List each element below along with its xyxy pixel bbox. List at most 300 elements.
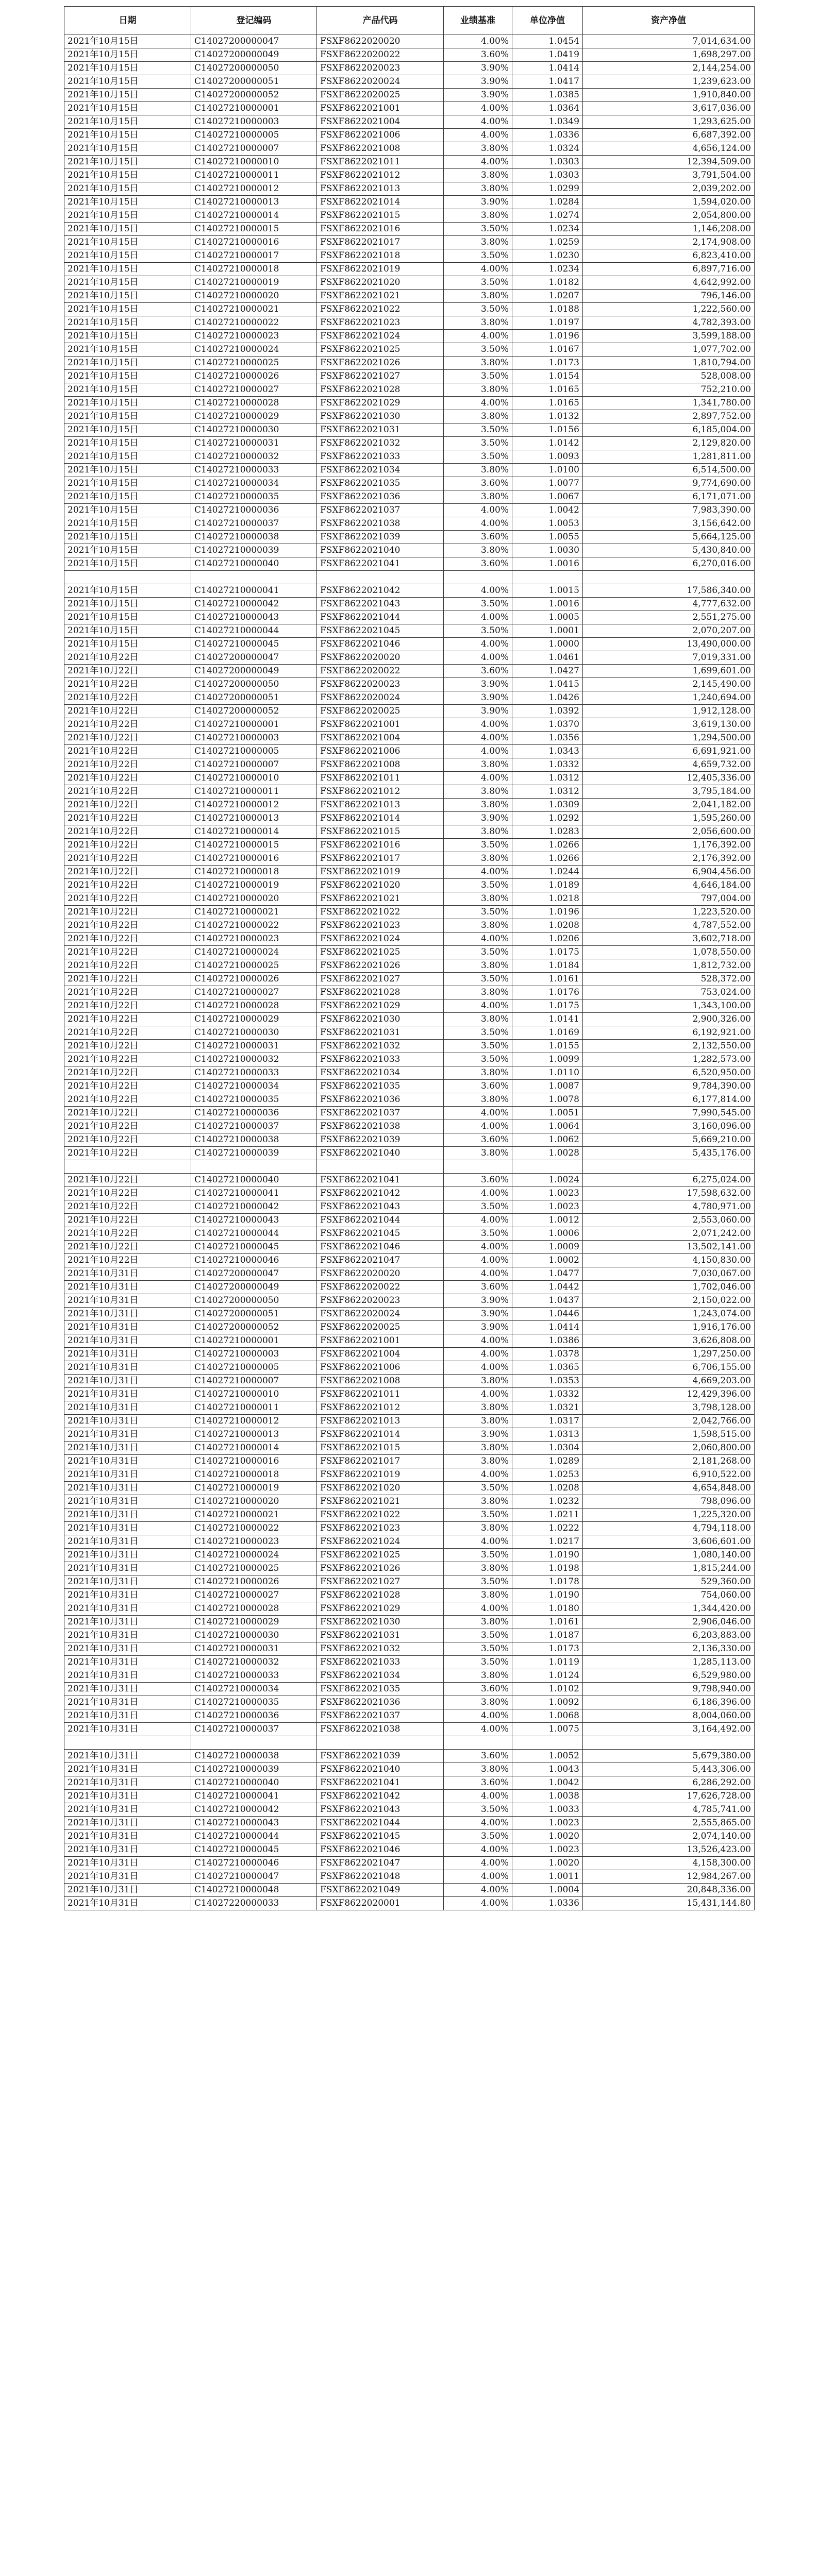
product-code-cell: FSXF8622020022 xyxy=(317,48,444,62)
unit-nav-cell: 1.0165 xyxy=(512,397,583,410)
date-cell: 2021年10月22日 xyxy=(64,1214,191,1227)
table-row xyxy=(64,1133,755,1147)
net-asset-value-cell: 2,144,254.00 xyxy=(583,62,755,75)
registration-code-cell: C14027210000020 xyxy=(191,290,317,303)
table-row xyxy=(64,209,755,223)
unit-nav-cell: 1.0142 xyxy=(512,437,583,450)
product-code-cell: FSXF8622021025 xyxy=(317,1549,444,1562)
table-row xyxy=(64,758,755,772)
table-row xyxy=(64,1629,755,1642)
product-code-cell: FSXF8622021031 xyxy=(317,1026,444,1040)
date-cell: 2021年10月31日 xyxy=(64,1803,191,1817)
benchmark-cell: 4.00% xyxy=(444,129,512,142)
table-row xyxy=(64,1308,755,1321)
benchmark-cell: 3.50% xyxy=(444,1509,512,1522)
registration-code-cell: C14027210000007 xyxy=(191,1375,317,1388)
benchmark-cell: 4.00% xyxy=(444,1897,512,1910)
unit-nav-cell: 1.0309 xyxy=(512,799,583,812)
date-cell: 2021年10月15日 xyxy=(64,249,191,263)
net-asset-value-cell: 5,669,210.00 xyxy=(583,1133,755,1147)
benchmark-cell: 3.60% xyxy=(444,531,512,544)
product-code-cell: FSXF8622021031 xyxy=(317,1629,444,1642)
table-row xyxy=(64,343,755,357)
unit-nav-cell: 1.0303 xyxy=(512,156,583,169)
registration-code-cell: C14027210000012 xyxy=(191,182,317,196)
product-code-cell: FSXF8622021033 xyxy=(317,1656,444,1669)
table-row xyxy=(64,1428,755,1442)
registration-code-cell: C14027200000049 xyxy=(191,1281,317,1294)
unit-nav-cell: 1.0004 xyxy=(512,1884,583,1897)
registration-code-cell: C14027210000026 xyxy=(191,370,317,383)
net-asset-value-cell: 6,910,522.00 xyxy=(583,1468,755,1482)
product-code-cell: FSXF8622020025 xyxy=(317,1321,444,1334)
net-asset-value-cell: 754,060.00 xyxy=(583,1589,755,1602)
unit-nav-cell: 1.0299 xyxy=(512,182,583,196)
benchmark-cell: 3.50% xyxy=(444,370,512,383)
product-code-cell: FSXF8622021043 xyxy=(317,1200,444,1214)
net-asset-value-cell: 1,282,573.00 xyxy=(583,1053,755,1066)
benchmark-cell: 3.80% xyxy=(444,1415,512,1428)
date-cell: 2021年10月31日 xyxy=(64,1629,191,1642)
product-code-cell: FSXF8622021030 xyxy=(317,410,444,423)
benchmark-cell: 3.90% xyxy=(444,691,512,705)
unit-nav-cell: 1.0092 xyxy=(512,1696,583,1709)
date-cell: 2021年10月22日 xyxy=(64,1080,191,1093)
table-row xyxy=(64,946,755,959)
registration-code-cell: C14027210000025 xyxy=(191,1562,317,1575)
table-row xyxy=(64,1509,755,1522)
table-row xyxy=(64,611,755,624)
registration-code-cell: C14027210000024 xyxy=(191,343,317,357)
benchmark-cell: 4.00% xyxy=(444,1334,512,1348)
unit-nav-cell: 1.0336 xyxy=(512,1897,583,1910)
product-code-cell: FSXF8622021034 xyxy=(317,1066,444,1080)
net-asset-value-cell: 13,490,000.00 xyxy=(583,638,755,651)
registration-code-cell: C14027210000047 xyxy=(191,1870,317,1884)
benchmark-cell: 4.00% xyxy=(444,1267,512,1281)
net-asset-value-cell: 2,071,242.00 xyxy=(583,1227,755,1241)
product-code-cell: FSXF8622021012 xyxy=(317,169,444,182)
unit-nav-cell: 1.0292 xyxy=(512,812,583,825)
benchmark-cell: 3.60% xyxy=(444,477,512,490)
date-cell: 2021年10月15日 xyxy=(64,598,191,611)
date-cell: 2021年10月15日 xyxy=(64,343,191,357)
table-row xyxy=(64,1107,755,1120)
date-cell: 2021年10月15日 xyxy=(64,290,191,303)
benchmark-cell: 4.00% xyxy=(444,1388,512,1401)
benchmark-cell: 4.00% xyxy=(444,1790,512,1803)
net-asset-value-cell: 796,146.00 xyxy=(583,290,755,303)
benchmark-cell: 3.60% xyxy=(444,1281,512,1294)
net-asset-value-cell: 1,343,100.00 xyxy=(583,999,755,1013)
net-asset-value-cell: 6,275,024.00 xyxy=(583,1174,755,1187)
table-row xyxy=(64,517,755,531)
table-row xyxy=(64,557,755,571)
product-code-cell: FSXF8622021037 xyxy=(317,1709,444,1723)
unit-nav-cell: 1.0454 xyxy=(512,35,583,48)
benchmark-cell: 3.80% xyxy=(444,758,512,772)
unit-nav-cell: 1.0155 xyxy=(512,1040,583,1053)
unit-nav-cell: 1.0020 xyxy=(512,1830,583,1843)
date-cell: 2021年10月15日 xyxy=(64,437,191,450)
date-cell: 2021年10月15日 xyxy=(64,236,191,249)
unit-nav-cell: 1.0093 xyxy=(512,450,583,464)
registration-code-cell: C14027210000023 xyxy=(191,933,317,946)
product-code-cell: FSXF8622021028 xyxy=(317,383,444,397)
date-cell: 2021年10月31日 xyxy=(64,1267,191,1281)
benchmark-cell: 4.00% xyxy=(444,1535,512,1549)
date-cell: 2021年10月22日 xyxy=(64,1040,191,1053)
unit-nav-cell: 1.0043 xyxy=(512,1763,583,1776)
unit-nav-cell: 1.0178 xyxy=(512,1575,583,1589)
header-registration-code: 登记编码 xyxy=(191,7,317,35)
unit-nav-cell: 1.0222 xyxy=(512,1522,583,1535)
unit-nav-cell: 1.0062 xyxy=(512,1133,583,1147)
table-row xyxy=(64,303,755,316)
unit-nav-cell: 1.0356 xyxy=(512,732,583,745)
table-row xyxy=(64,1683,755,1696)
product-code-cell: FSXF8622021008 xyxy=(317,1375,444,1388)
date-cell: 2021年10月22日 xyxy=(64,1066,191,1080)
registration-code-cell: C14027210000003 xyxy=(191,115,317,129)
date-cell: 2021年10月31日 xyxy=(64,1535,191,1549)
header-product-code: 产品代码 xyxy=(317,7,444,35)
date-cell: 2021年10月31日 xyxy=(64,1884,191,1897)
unit-nav-cell: 1.0312 xyxy=(512,785,583,799)
unit-nav-cell: 1.0110 xyxy=(512,1066,583,1080)
table-row xyxy=(64,223,755,236)
product-code-cell: FSXF8622020020 xyxy=(317,1267,444,1281)
net-asset-value-cell: 5,435,176.00 xyxy=(583,1147,755,1160)
unit-nav-cell: 1.0206 xyxy=(512,933,583,946)
product-code-cell: FSXF8622021037 xyxy=(317,504,444,517)
date-cell: 2021年10月31日 xyxy=(64,1656,191,1669)
registration-code-cell: C14027210000005 xyxy=(191,129,317,142)
unit-nav-cell: 1.0230 xyxy=(512,249,583,263)
unit-nav-cell: 1.0266 xyxy=(512,852,583,866)
product-code-cell: FSXF8622021042 xyxy=(317,1187,444,1200)
registration-code-cell: C14027210000026 xyxy=(191,973,317,986)
net-asset-value-cell: 1,598,515.00 xyxy=(583,1428,755,1442)
product-code-cell: FSXF8622021045 xyxy=(317,1830,444,1843)
benchmark-cell: 3.80% xyxy=(444,852,512,866)
registration-code-cell: C14027210000043 xyxy=(191,1817,317,1830)
unit-nav-cell: 1.0000 xyxy=(512,638,583,651)
unit-nav-cell: 1.0176 xyxy=(512,986,583,999)
unit-nav-cell: 1.0023 xyxy=(512,1200,583,1214)
date-cell: 2021年10月31日 xyxy=(64,1308,191,1321)
net-asset-value-cell: 1,285,113.00 xyxy=(583,1656,755,1669)
product-code-cell: FSXF8622021008 xyxy=(317,758,444,772)
net-asset-value-cell: 5,679,380.00 xyxy=(583,1750,755,1763)
unit-nav-cell: 1.0321 xyxy=(512,1401,583,1415)
registration-code-cell: C14027210000033 xyxy=(191,464,317,477)
benchmark-cell: 4.00% xyxy=(444,1602,512,1616)
benchmark-cell: 3.80% xyxy=(444,1442,512,1455)
registration-code-cell: C14027210000018 xyxy=(191,1468,317,1482)
date-cell: 2021年10月31日 xyxy=(64,1602,191,1616)
date-cell: 2021年10月22日 xyxy=(64,1093,191,1107)
registration-code-cell: C14027200000052 xyxy=(191,89,317,102)
table-row xyxy=(64,1080,755,1093)
registration-code-cell: C14027210000046 xyxy=(191,1254,317,1267)
registration-code-cell: C14027210000010 xyxy=(191,156,317,169)
net-asset-value-cell: 2,041,182.00 xyxy=(583,799,755,812)
registration-code-cell: C14027210000016 xyxy=(191,852,317,866)
registration-code-cell: C14027210000013 xyxy=(191,196,317,209)
net-asset-value-cell: 5,430,840.00 xyxy=(583,544,755,557)
registration-code-cell: C14027210000039 xyxy=(191,1147,317,1160)
unit-nav-cell: 1.0023 xyxy=(512,1843,583,1857)
product-code-cell: FSXF8622021020 xyxy=(317,1482,444,1495)
product-code-cell: FSXF8622021023 xyxy=(317,919,444,933)
registration-code-cell: C14027210000018 xyxy=(191,866,317,879)
registration-code-cell: C14027210000024 xyxy=(191,946,317,959)
table-row xyxy=(64,1227,755,1241)
table-row xyxy=(64,1589,755,1602)
table-row xyxy=(64,1522,755,1535)
benchmark-cell: 3.50% xyxy=(444,946,512,959)
table-row xyxy=(64,383,755,397)
unit-nav-cell: 1.0067 xyxy=(512,490,583,504)
unit-nav-cell: 1.0419 xyxy=(512,48,583,62)
benchmark-cell: 3.50% xyxy=(444,437,512,450)
product-code-cell: FSXF8622020024 xyxy=(317,75,444,89)
unit-nav-cell: 1.0304 xyxy=(512,1442,583,1455)
net-asset-value-cell: 5,443,306.00 xyxy=(583,1763,755,1776)
benchmark-cell xyxy=(444,571,512,584)
registration-code-cell: C14027210000048 xyxy=(191,1884,317,1897)
unit-nav-cell: 1.0189 xyxy=(512,879,583,892)
product-code-cell: FSXF8622021023 xyxy=(317,316,444,330)
product-code-cell: FSXF8622020020 xyxy=(317,35,444,48)
registration-code-cell: C14027210000035 xyxy=(191,1696,317,1709)
date-cell: 2021年10月15日 xyxy=(64,504,191,517)
date-cell: 2021年10月31日 xyxy=(64,1589,191,1602)
benchmark-cell: 4.00% xyxy=(444,1870,512,1884)
table-row xyxy=(64,1843,755,1857)
table-row xyxy=(64,1602,755,1616)
date-cell: 2021年10月15日 xyxy=(64,276,191,290)
date-cell: 2021年10月22日 xyxy=(64,678,191,691)
net-asset-value-cell: 1,910,840.00 xyxy=(583,89,755,102)
benchmark-cell: 4.00% xyxy=(444,1468,512,1482)
table-row xyxy=(64,919,755,933)
benchmark-cell: 3.60% xyxy=(444,1776,512,1790)
benchmark-cell: 3.50% xyxy=(444,1482,512,1495)
unit-nav-cell: 1.0207 xyxy=(512,290,583,303)
registration-code-cell: C14027210000040 xyxy=(191,1174,317,1187)
registration-code-cell: C14027210000037 xyxy=(191,517,317,531)
date-cell: 2021年10月22日 xyxy=(64,986,191,999)
net-asset-value-cell: 2,553,060.00 xyxy=(583,1214,755,1227)
date-cell: 2021年10月22日 xyxy=(64,785,191,799)
registration-code-cell: C14027210000032 xyxy=(191,450,317,464)
registration-code-cell: C14027210000039 xyxy=(191,1763,317,1776)
unit-nav-cell: 1.0023 xyxy=(512,1187,583,1200)
table-row xyxy=(64,1281,755,1294)
registration-code-cell: C14027200000050 xyxy=(191,678,317,691)
net-asset-value-cell: 7,990,545.00 xyxy=(583,1107,755,1120)
date-cell: 2021年10月15日 xyxy=(64,196,191,209)
product-code-cell: FSXF8622021022 xyxy=(317,906,444,919)
net-asset-value-cell: 6,687,392.00 xyxy=(583,129,755,142)
benchmark-cell: 3.90% xyxy=(444,812,512,825)
registration-code-cell: C14027210000029 xyxy=(191,1616,317,1629)
net-asset-value-cell: 2,039,202.00 xyxy=(583,182,755,196)
product-code-cell: FSXF8622021038 xyxy=(317,1723,444,1736)
table-row xyxy=(64,370,755,383)
table-row xyxy=(64,1669,755,1683)
date-cell: 2021年10月22日 xyxy=(64,1147,191,1160)
benchmark-cell: 3.80% xyxy=(444,357,512,370)
benchmark-cell: 4.00% xyxy=(444,999,512,1013)
date-cell xyxy=(64,1160,191,1174)
product-code-cell: FSXF8622021032 xyxy=(317,1040,444,1053)
registration-code-cell: C14027200000050 xyxy=(191,1294,317,1308)
net-asset-value-cell: 1,293,625.00 xyxy=(583,115,755,129)
date-cell: 2021年10月31日 xyxy=(64,1897,191,1910)
net-asset-value-cell: 3,160,096.00 xyxy=(583,1120,755,1133)
table-row xyxy=(64,115,755,129)
net-asset-value-cell: 4,659,732.00 xyxy=(583,758,755,772)
registration-code-cell: C14027210000014 xyxy=(191,825,317,839)
net-asset-value-cell: 17,626,728.00 xyxy=(583,1790,755,1803)
net-asset-value-cell: 3,798,128.00 xyxy=(583,1401,755,1415)
benchmark-cell: 3.80% xyxy=(444,1495,512,1509)
product-code-cell: FSXF8622021031 xyxy=(317,423,444,437)
registration-code-cell: C14027210000005 xyxy=(191,1361,317,1375)
table-row xyxy=(64,129,755,142)
unit-nav-cell: 1.0024 xyxy=(512,1174,583,1187)
net-asset-value-cell: 7,014,634.00 xyxy=(583,35,755,48)
benchmark-cell: 4.00% xyxy=(444,1884,512,1897)
registration-code-cell: C14027210000029 xyxy=(191,1013,317,1026)
net-asset-value-cell: 1,812,732.00 xyxy=(583,959,755,973)
product-code-cell: FSXF8622021022 xyxy=(317,1509,444,1522)
product-code-cell: FSXF8622021049 xyxy=(317,1884,444,1897)
net-asset-value-cell: 12,394,509.00 xyxy=(583,156,755,169)
unit-nav-cell: 1.0038 xyxy=(512,1790,583,1803)
net-asset-value-cell: 1,344,420.00 xyxy=(583,1602,755,1616)
net-asset-value-cell: 2,145,490.00 xyxy=(583,678,755,691)
date-cell: 2021年10月15日 xyxy=(64,129,191,142)
unit-nav-cell: 1.0365 xyxy=(512,1361,583,1375)
benchmark-cell: 3.80% xyxy=(444,182,512,196)
table-row xyxy=(64,705,755,718)
date-cell: 2021年10月31日 xyxy=(64,1575,191,1589)
benchmark-cell: 3.80% xyxy=(444,799,512,812)
table-row xyxy=(64,825,755,839)
date-cell: 2021年10月22日 xyxy=(64,892,191,906)
unit-nav-cell: 1.0218 xyxy=(512,892,583,906)
date-cell: 2021年10月22日 xyxy=(64,1107,191,1120)
unit-nav-cell: 1.0075 xyxy=(512,1723,583,1736)
net-asset-value-cell: 1,594,020.00 xyxy=(583,196,755,209)
table-row xyxy=(64,1468,755,1482)
date-cell: 2021年10月22日 xyxy=(64,1053,191,1066)
date-cell: 2021年10月15日 xyxy=(64,316,191,330)
registration-code-cell: C14027210000011 xyxy=(191,1401,317,1415)
table-row xyxy=(64,169,755,182)
benchmark-cell: 3.50% xyxy=(444,598,512,611)
benchmark-cell: 4.00% xyxy=(444,263,512,276)
net-asset-value-cell: 12,984,267.00 xyxy=(583,1870,755,1884)
product-code-cell: FSXF8622021020 xyxy=(317,879,444,892)
product-code-cell: FSXF8622021046 xyxy=(317,1241,444,1254)
table-row xyxy=(64,1321,755,1334)
unit-nav-cell: 1.0154 xyxy=(512,370,583,383)
product-code-cell: FSXF8622021044 xyxy=(317,1817,444,1830)
benchmark-cell: 3.80% xyxy=(444,1147,512,1160)
benchmark-cell: 4.00% xyxy=(444,1817,512,1830)
unit-nav-cell: 1.0052 xyxy=(512,1750,583,1763)
registration-code-cell: C14027210000031 xyxy=(191,1642,317,1656)
net-asset-value-cell: 1,297,250.00 xyxy=(583,1348,755,1361)
product-code-cell: FSXF8622020025 xyxy=(317,89,444,102)
net-asset-value-cell: 3,617,036.00 xyxy=(583,102,755,115)
net-asset-value-cell: 1,222,560.00 xyxy=(583,303,755,316)
registration-code-cell xyxy=(191,1736,317,1750)
date-cell: 2021年10月15日 xyxy=(64,263,191,276)
date-cell: 2021年10月22日 xyxy=(64,906,191,919)
registration-code-cell: C14027210000036 xyxy=(191,1107,317,1120)
table-row xyxy=(64,397,755,410)
table-row xyxy=(64,156,755,169)
table-row xyxy=(64,1455,755,1468)
net-asset-value-cell: 4,787,552.00 xyxy=(583,919,755,933)
net-asset-value-cell: 7,030,067.00 xyxy=(583,1267,755,1281)
net-asset-value-cell: 2,136,330.00 xyxy=(583,1642,755,1656)
table-row xyxy=(64,1120,755,1133)
net-asset-value-cell: 2,555,865.00 xyxy=(583,1817,755,1830)
registration-code-cell: C14027210000014 xyxy=(191,209,317,223)
date-cell: 2021年10月31日 xyxy=(64,1683,191,1696)
benchmark-cell: 3.60% xyxy=(444,557,512,571)
benchmark-cell: 3.90% xyxy=(444,62,512,75)
registration-code-cell: C14027210000010 xyxy=(191,1388,317,1401)
table-row xyxy=(64,1803,755,1817)
product-code-cell: FSXF8622021024 xyxy=(317,933,444,946)
table-row xyxy=(64,236,755,249)
registration-code-cell: C14027210000028 xyxy=(191,397,317,410)
table-row xyxy=(64,1763,755,1776)
benchmark-cell: 4.00% xyxy=(444,35,512,48)
benchmark-cell: 4.00% xyxy=(444,1120,512,1133)
net-asset-value-cell: 12,405,336.00 xyxy=(583,772,755,785)
net-asset-value-cell: 2,900,326.00 xyxy=(583,1013,755,1026)
net-asset-value-cell: 17,586,340.00 xyxy=(583,584,755,598)
table-row xyxy=(64,35,755,48)
table-row xyxy=(64,290,755,303)
net-asset-value-cell: 13,526,423.00 xyxy=(583,1843,755,1857)
table-row xyxy=(64,678,755,691)
date-cell: 2021年10月22日 xyxy=(64,705,191,718)
date-cell xyxy=(64,1736,191,1750)
net-asset-value-cell: 1,341,780.00 xyxy=(583,397,755,410)
date-cell: 2021年10月15日 xyxy=(64,557,191,571)
net-asset-value-cell: 1,815,244.00 xyxy=(583,1562,755,1575)
unit-nav-cell: 1.0196 xyxy=(512,330,583,343)
table-row xyxy=(64,1267,755,1281)
net-asset-value-cell: 1,702,046.00 xyxy=(583,1281,755,1294)
table-row xyxy=(64,504,755,517)
benchmark-cell: 4.00% xyxy=(444,584,512,598)
unit-nav-cell: 1.0426 xyxy=(512,691,583,705)
net-asset-value-cell: 4,782,393.00 xyxy=(583,316,755,330)
date-cell: 2021年10月31日 xyxy=(64,1830,191,1843)
product-code-cell: FSXF8622021028 xyxy=(317,986,444,999)
